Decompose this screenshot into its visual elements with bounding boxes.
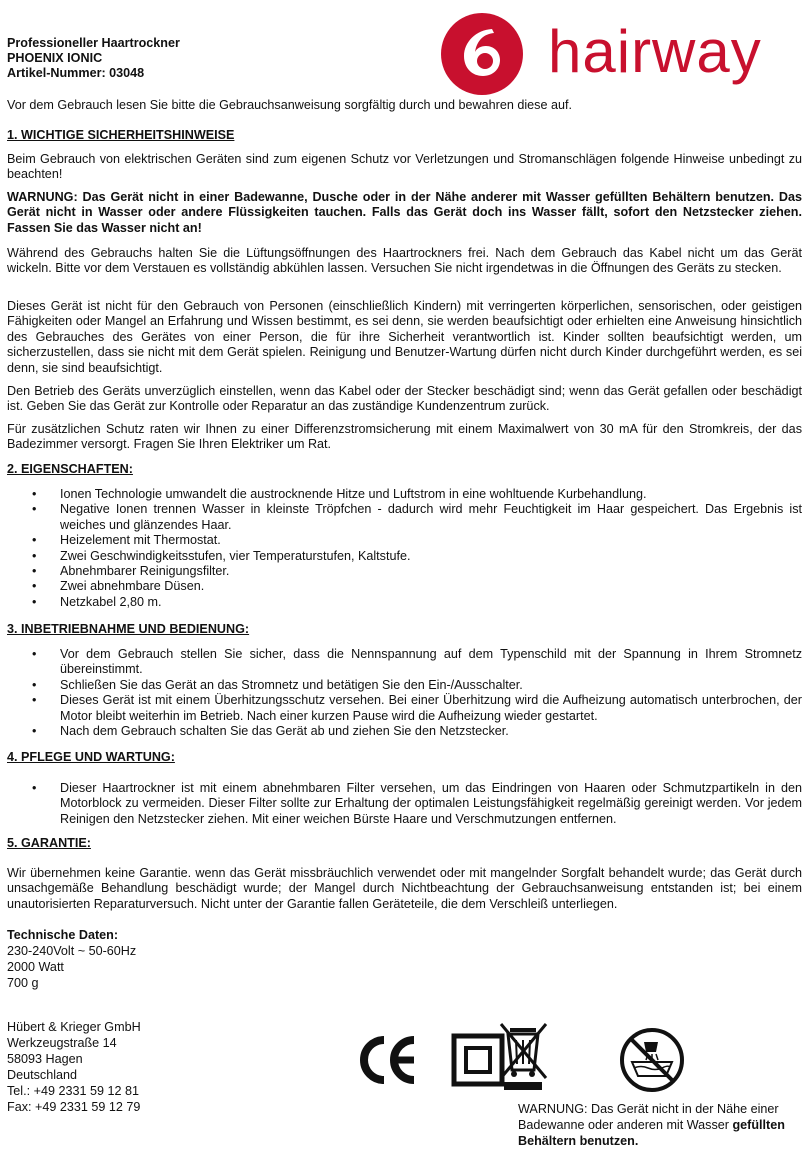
certification-symbols (348, 1020, 808, 1092)
features-list-wrap (7, 487, 802, 610)
operation-list (7, 647, 802, 739)
ce-mark-icon (364, 1040, 414, 1080)
list-item: • Netzkabel 2,80 m. (7, 595, 802, 610)
safety-warning: WARNUNG: Das Gerät nicht in einer Badewanne, Dusche oder in der Nähe anderer mit Wasser gefüllten Behältern benutzen. Das Gerät nicht in Wasser oder andere Flüssigkeiten tauchen. Falls das Gerät doch ins Wasser fällt, sofort den Netzstecker ziehen. Fassen Sie das Wasser nicht an! (7, 190, 802, 235)
list-item: • Nach dem Gebrauch schalten Sie das Gerät ab und ziehen Sie den Netzstecker. (7, 724, 802, 739)
address-tel: Tel.: +49 2331 59 12 81 (7, 1084, 139, 1098)
care-list-wrap (7, 781, 802, 827)
list-item: • Zwei Geschwindigkeitsstufen, vier Temperaturstufen, Kaltstufe. (7, 549, 802, 564)
warranty-text: Wir übernehmen keine Garantie. wenn das Gerät missbräuchlich verwendet oder mit mangelnder Sorgfalt behandelt wurde; das Gerät durch unsachgemäße Behandlung beschädigt wurde; der Mangel durch Nichtbeachtung der Gebrauchsanweisung entstanden ist; bei einem unautorisierten Reparaturversuch. Nicht unter der Garantie fallen Geräteteile, die dem Verschleiß unterliegen. (7, 866, 802, 911)
list-item: • Ionen Technologie umwandelt die austrocknende Hitze und Luftstrom in eine wohltuende Kurbehandlung. (7, 487, 802, 502)
list-item: • Abnehmbarer Reinigungsfilter. (7, 564, 802, 579)
address-city: 58093 Hagen (7, 1052, 83, 1066)
intro-text: Vor dem Gebrauch lesen Sie bitte die Gebrauchsanweisung sorgfältig durch und bewahren diese auf. (7, 98, 572, 112)
operation-list-wrap (7, 647, 802, 739)
safety-paragraph: Während des Gebrauchs halten Sie die Lüftungsöffnungen des Haartrockners frei. Nach dem Gebrauch das Kabel nicht um das Gerät wickeln. Bitte vor dem Verstauen es vollständig abkühlen lassen. Versuchen Sie nicht irgendetwas in die Öffnungen des Geräts zu stecken. (7, 246, 802, 276)
safety-paragraph: Dieses Gerät ist nicht für den Gebrauch von Personen (einschließlich Kindern) mit verringerten körperlichen, sensorischen, oder geistigen Fähigkeiten oder Mangel an Erfahrung und Wissen bestimmt, es sei denn, sie werden beaufsichtigt oder erhielten eine Anweisung hinsichtlich des Gebrauches des Gerätes von einer Person, die für ihre Sicherheit verantwortlich ist. Kinder sollten beaufsichtigt werden, um sicherzustellen, dass sie nicht mit dem Gerät spielen. Reinigung und Benutzer-Wartung dürfen nicht durch Kinder durchgeführt werden, es sei denn, sie sind beaufsichtigt. (7, 299, 802, 375)
article-number: Artikel-Nummer: 03048 (7, 66, 145, 80)
tech-heading: Technische Daten: (7, 928, 119, 942)
section-heading: 3. INBETRIEBNAHME UND BEDIENUNG: (7, 622, 250, 636)
tech-voltage: 230-240Volt ~ 50-60Hz (7, 944, 137, 958)
list-item: • Negative Ionen trennen Wasser in kleinste Tröpfchen - dadurch wird mehr Feuchtigkeit im Haar gespeichert. Das Ergebnis ist weiches und glänzendes Haar. (7, 502, 802, 533)
list-item: • Dieser Haartrockner ist mit einem abnehmbaren Filter versehen, um das Eindringen von Haaren oder Schmutzpartikeln in den Motorblock zu vermeiden. Dieser Filter sollte zur Erhaltung der optimalen Leistungsfähigkeit regelmäßig gereinigt werden. Vor jedem Reinigen den Netzstecker ziehen. Mit einer weichen Bürste Haare und Verschmutzungen entfernen. (7, 781, 802, 827)
care-list (7, 781, 802, 827)
section-heading: 1. WICHTIGE SICHERHEITSHINWEISE (7, 128, 235, 142)
double-insulation-icon (454, 1036, 502, 1084)
product-model: PHOENIX IONIC (7, 51, 103, 65)
section-care (7, 750, 802, 765)
product-header (7, 36, 180, 81)
technical-data (7, 927, 136, 991)
safety-paragraph: Für zusätzlichen Schutz raten wir Ihnen zu einer Differenzstromsicherung mit einem Maximalwert von 30 mA für den Stromkreis, der das Badezimmer versorgt. Fragen Sie Ihren Elektriker um Rat. (7, 422, 802, 452)
address-street: Werkzeugstraße 14 (7, 1036, 117, 1050)
section-heading: 4. PFLEGE UND WARTUNG: (7, 750, 175, 764)
hairway-logo (440, 12, 802, 96)
section-features (7, 462, 802, 477)
section-safety (7, 128, 802, 143)
tech-power: 2000 Watt (7, 960, 64, 974)
address-company: Hübert & Krieger GmbH (7, 1020, 141, 1034)
list-item: • Vor dem Gebrauch stellen Sie sicher, dass die Nennspannung auf dem Typenschild mit der Spannung in Ihrem Stromnetz übereinstimmt. (7, 647, 802, 678)
address-fax: Fax: +49 2331 59 12 79 (7, 1100, 141, 1114)
safety-intro: Beim Gebrauch von elektrischen Geräten sind zum eigenen Schutz vor Verletzungen und Stromanschlägen folgende Hinweise unbedingt zu beachten! (7, 152, 802, 182)
list-item: • Schließen Sie das Gerät an das Stromnetz und betätigen Sie den Ein-/Ausschalter. (7, 678, 802, 693)
logo-text: hairway (548, 18, 762, 85)
company-address (7, 1019, 141, 1115)
crossed-bin-icon (501, 1024, 546, 1090)
address-country: Deutschland (7, 1068, 78, 1082)
features-list (7, 487, 802, 610)
safety-paragraph: Den Betrieb des Geräts unverzüglich einstellen, wenn das Kabel oder der Stecker beschädigt sind; wenn das Gerät gefallen oder beschädigt ist. Geben Sie das Gerät zur Kontrolle oder Reparatur an das zuständige Kundenzentrum zurück. (7, 384, 802, 414)
list-item: • Heizelement mit Thermostat. (7, 533, 802, 548)
product-type: Professioneller Haartrockner (7, 36, 180, 50)
section-operation (7, 622, 802, 637)
list-item: • Dieses Gerät ist mit einem Überhitzungsschutz versehen. Bei einer Überhitzung wird die Aufheizung automatisch unterbrochen, der Motor bleibt weiterhin im Betrieb. Nach einer kurzen Pause wird die Aufheizung wieder gestartet. (7, 693, 802, 724)
bath-warning-caption: WARNUNG: Das Gerät nicht in der Nähe einer Badewanne oder anderen mit Wasser gefüllten Behältern benutzen. (518, 1102, 785, 1148)
section-warranty (7, 836, 802, 851)
list-item: • Zwei abnehmbare Düsen. (7, 579, 802, 594)
section-heading: 5. GARANTIE: (7, 836, 91, 850)
section-heading: 2. EIGENSCHAFTEN: (7, 462, 133, 476)
no-bath-icon (622, 1030, 682, 1090)
tech-weight: 700 g (7, 976, 39, 990)
